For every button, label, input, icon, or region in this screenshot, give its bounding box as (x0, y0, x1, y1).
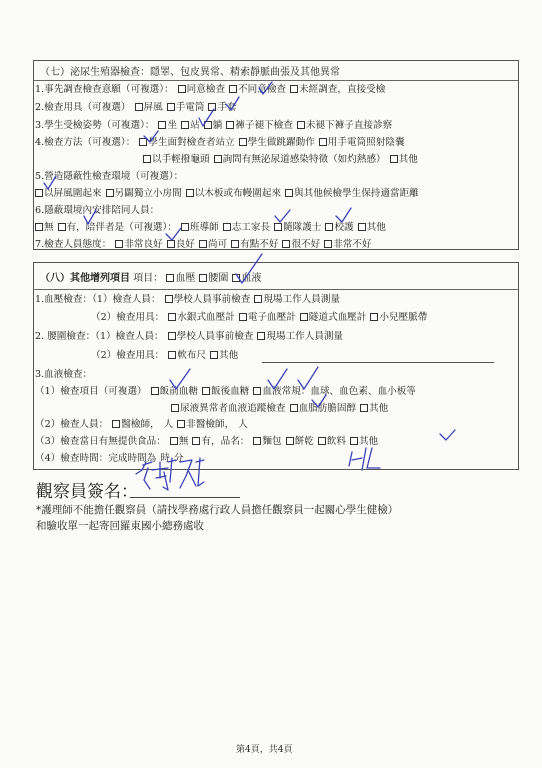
option-label: 水銀式血壓計 (177, 312, 235, 323)
section-8-row (35, 367, 96, 383)
checkbox[interactable] (168, 332, 176, 340)
section-8-title-divider (33, 289, 519, 290)
option-label: 不同意檢查 (238, 84, 287, 95)
option-label: 另闢獨立小房間 (114, 188, 182, 199)
section-7-row (35, 220, 390, 236)
checkbox[interactable] (106, 189, 114, 197)
checkbox[interactable] (112, 420, 120, 428)
option-label: 2. 腰圍檢查：（1）檢查人員： (35, 331, 164, 342)
option-label: 學校人員事前檢查 (173, 294, 251, 305)
option-label: 7.檢查人員態度： (35, 239, 112, 250)
option-label: 現場工作人員測量 (263, 294, 341, 305)
section-8-row (35, 417, 252, 433)
checkbox[interactable] (229, 85, 237, 93)
checkbox[interactable] (319, 138, 327, 146)
section-8-title-lead: （八）其他增列項目 (40, 273, 130, 284)
checkbox[interactable] (186, 189, 194, 197)
option-label: （4）檢查時間：完成時間為 (35, 453, 157, 464)
section-8-row (35, 434, 382, 450)
option-label: 站 (190, 120, 200, 131)
observer-signature-label: 觀察員簽名： (36, 482, 138, 502)
checkbox[interactable] (286, 437, 294, 445)
section-7-row (143, 152, 422, 168)
option-label: 其他 (358, 436, 379, 447)
option-label: 未褪下褲子直接診察 (305, 120, 393, 131)
fill-in-blank[interactable] (262, 362, 494, 363)
option-label: （1）檢查項目（可複選） (35, 386, 147, 397)
option-label: 躺 (212, 120, 223, 131)
checkbox[interactable] (223, 223, 231, 231)
option-label: 手電筒 (175, 102, 205, 113)
option-label: 其他 (398, 154, 418, 165)
option-label: 與其他候檢學生保持適當距離 (294, 188, 419, 199)
option-label: 尿液異常者血液追蹤檢查 (180, 403, 286, 414)
checkbox[interactable] (282, 240, 290, 248)
checkbox[interactable] (151, 387, 159, 395)
option-label: 醫檢師， (121, 419, 160, 430)
option-label: 以屏風圍起來 (44, 188, 102, 199)
option-label: 無 (44, 222, 54, 233)
checkbox[interactable] (202, 387, 210, 395)
checkbox[interactable] (325, 223, 333, 231)
option-label: 志工家長 (231, 222, 271, 233)
option-label: 校護 (334, 222, 354, 233)
option-label: 餅乾 (294, 436, 314, 447)
checkbox[interactable] (199, 240, 207, 248)
note-line-2: 和驗收單一起寄回羅東國小總務處收 (36, 520, 204, 532)
section-8-title (40, 269, 265, 284)
checkbox[interactable] (115, 240, 123, 248)
option-label: 現場工作人員測量 (266, 331, 344, 342)
option-label: （3）檢查當日有無提供食品： (35, 436, 166, 447)
option-label: 有，陪伴者是（可複選）： (66, 222, 177, 233)
option-label: 人 (238, 419, 248, 430)
checkbox[interactable] (390, 155, 398, 163)
option-label: 1.事先調查檢查意願（可複選）： (35, 84, 174, 95)
section-7-row (35, 203, 163, 219)
checkbox[interactable] (318, 437, 326, 445)
checkbox[interactable] (253, 437, 261, 445)
section-8-row (91, 348, 242, 364)
option-label: 褲子褪下檢查 (235, 120, 293, 131)
checkbox[interactable] (177, 420, 185, 428)
checkbox[interactable] (170, 437, 178, 445)
option-label: 非常良好 (124, 239, 163, 250)
checkbox[interactable] (158, 121, 166, 129)
checkbox[interactable] (226, 121, 234, 129)
checkbox[interactable] (139, 138, 147, 146)
checkbox[interactable] (35, 223, 43, 231)
section-7-row (35, 237, 376, 253)
option-label: 5.營造隱蔽性檢查環境（可複選）： (35, 171, 184, 182)
checkbox[interactable] (253, 387, 261, 395)
option-label: 3.學生受檢姿勢（可複選）： (35, 120, 155, 131)
checkbox[interactable] (167, 240, 175, 248)
page-footer: 第4頁，共4頁 (236, 745, 293, 755)
option-label: 麵包 (262, 436, 282, 447)
option-label: 血壓 (175, 273, 196, 284)
option-label: 有點不好 (240, 239, 279, 250)
option-label: 其他 (369, 403, 389, 414)
option-label: 飯後血糖 (211, 386, 250, 397)
option-label: 以手輕撥龜頭 (152, 154, 210, 165)
option-label: 班導師 (189, 222, 219, 233)
option-label: 軟布尺 (177, 350, 207, 361)
checkbox[interactable] (178, 85, 186, 93)
signature-line (130, 497, 240, 498)
section-7-row (35, 100, 241, 116)
section-8-title-items (166, 273, 265, 284)
checkbox[interactable] (181, 121, 189, 129)
option-label: 非常不好 (333, 239, 372, 250)
checkbox[interactable] (165, 295, 173, 303)
option-label: 其他 (219, 350, 239, 361)
checkbox[interactable] (358, 223, 366, 231)
section-8-row (91, 310, 431, 326)
section-7-title: （七）泌尿生殖器檢查：隱睪、包皮異常、精索靜脈曲張及其他異常 (40, 67, 340, 78)
option-label: 學生面對檢查者站立 (148, 137, 235, 148)
section-7-row (35, 118, 396, 134)
checkbox[interactable] (231, 240, 239, 248)
checkbox[interactable] (300, 313, 308, 321)
checkbox[interactable] (35, 189, 43, 197)
checkbox[interactable] (214, 155, 222, 163)
checkbox[interactable] (297, 121, 305, 129)
section-8-row (35, 451, 187, 467)
section-8-row (35, 292, 344, 308)
section-8-row (35, 384, 420, 400)
option-label: 6.隱蔽環境內安排陪同人員： (35, 205, 160, 216)
checkbox[interactable] (199, 274, 207, 282)
option-label: 尚可 (207, 239, 228, 250)
option-label: 學校人員事前檢查 (176, 331, 254, 342)
checkbox[interactable] (171, 404, 179, 412)
option-label: 有，品名： (201, 436, 250, 447)
option-label: 很不好 (291, 239, 321, 250)
option-label: 隧道式血壓計 (308, 312, 367, 323)
checkbox[interactable] (290, 404, 298, 412)
checkbox[interactable] (274, 223, 282, 231)
option-label: 1.血壓檢查：（1）檢查人員： (35, 294, 161, 305)
section-8-row (171, 401, 392, 417)
option-label: 屏風 (143, 102, 163, 113)
checkbox[interactable] (210, 351, 218, 359)
option-label: 未經調查，直接受檢 (299, 84, 386, 95)
checkbox[interactable] (143, 155, 151, 163)
option-label: 其他 (366, 222, 386, 233)
checkbox[interactable] (181, 223, 189, 231)
option-label: 時 (160, 453, 170, 464)
option-label: 非醫檢師， (186, 419, 235, 430)
option-label: 分 (173, 453, 184, 464)
checkbox[interactable] (204, 121, 212, 129)
checkbox[interactable] (58, 223, 66, 231)
section-7-row (35, 169, 187, 185)
checkbox[interactable] (192, 437, 200, 445)
option-label: 腰圍 (208, 273, 229, 284)
option-label: 小兒壓脈帶 (379, 312, 428, 323)
option-label: 以木板或布幔圍起來 (194, 188, 282, 199)
checkbox[interactable] (370, 313, 378, 321)
section-8-row (35, 329, 347, 345)
option-label: 飯前血糖 (159, 386, 199, 397)
option-label: 血液常規：血球、血色素、血小板等 (262, 386, 416, 397)
option-label: 4.檢查方法（可複選）： (35, 137, 136, 148)
option-label: 血脂肪膽固醇 (298, 403, 357, 414)
section-8-title-rest: 項目： (133, 273, 164, 284)
checkbox[interactable] (167, 103, 175, 111)
option-label: 坐 (167, 120, 178, 131)
option-label: 無 (178, 436, 189, 447)
checkbox[interactable] (208, 103, 216, 111)
checkbox[interactable] (285, 189, 293, 197)
option-label: 手套 (217, 102, 237, 113)
section-7-row (35, 135, 409, 151)
option-label: 2.檢查用具（可複選） (35, 102, 131, 113)
checkbox[interactable] (232, 274, 240, 282)
option-label: （2）檢查用具： (91, 312, 165, 323)
checkbox[interactable] (239, 138, 247, 146)
option-label: 學生做跳躍動作 (247, 137, 315, 148)
checkbox[interactable] (135, 103, 143, 111)
option-label: 3.血液檢查： (35, 369, 93, 380)
checkbox[interactable] (254, 295, 262, 303)
checkbox[interactable] (350, 437, 358, 445)
option-label: 電子血壓計 (247, 312, 296, 323)
option-label: 用手電筒照射陰囊 (327, 137, 405, 148)
option-label: 人 (163, 419, 174, 430)
option-label: 同意檢查 (186, 84, 226, 95)
option-label: 血液 (241, 273, 262, 284)
section-7-rows (35, 81, 515, 250)
checkbox[interactable] (324, 240, 332, 248)
option-label: 詢問有無泌尿道感染特徵（如灼熱感） (222, 154, 386, 165)
checkbox[interactable] (290, 85, 298, 93)
option-label: 隨隊護士 (283, 222, 322, 233)
option-label: 飲料 (326, 436, 346, 447)
checkbox[interactable] (360, 404, 368, 412)
checkbox[interactable] (168, 313, 176, 321)
option-label: 良好 (175, 239, 195, 250)
option-label: （2）檢查用具： (91, 350, 165, 361)
checkbox[interactable] (257, 332, 265, 340)
note-line-1: *護理師不能擔任觀察員（請找學務處行政人員擔任觀察員一起關心學生健檢） (36, 504, 399, 516)
checkbox[interactable] (168, 351, 176, 359)
checkbox[interactable] (166, 274, 174, 282)
checkbox[interactable] (239, 313, 247, 321)
section-7-row (35, 186, 423, 202)
section-7-row (35, 82, 389, 98)
option-label: （2）檢查人員： (35, 419, 109, 430)
section-8-rows (35, 292, 515, 468)
